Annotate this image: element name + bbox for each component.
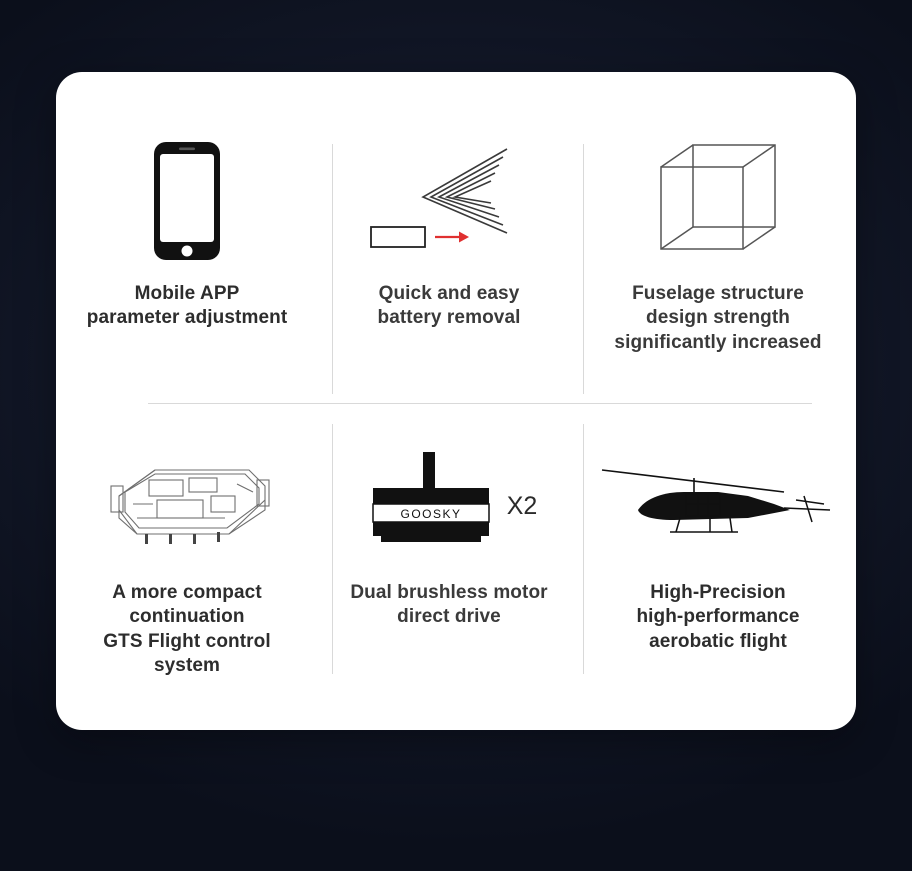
feature-card — [56, 72, 856, 730]
feature-caption — [103, 581, 271, 678]
feature-item-fuselage-structure — [580, 72, 856, 401]
motor-brand-label: GOOSKY — [400, 507, 462, 521]
feature-caption — [636, 581, 799, 654]
feature-item-battery-removal — [318, 72, 580, 401]
feature-caption — [614, 282, 821, 355]
motor-quantity-badge: X2 — [506, 491, 538, 520]
battery-slide-icon — [359, 136, 539, 266]
feature-grid — [56, 72, 856, 730]
caption-line: High-Precision — [650, 582, 786, 603]
feature-item-aerobatic-flight — [580, 401, 856, 730]
caption-line: aerobatic flight — [649, 630, 787, 652]
feature-caption — [377, 282, 520, 331]
caption-line: continuation — [129, 606, 245, 628]
smartphone-icon — [152, 136, 222, 266]
caption-line: battery removal — [377, 307, 521, 329]
feature-item-dual-brushless-motor — [318, 401, 580, 730]
caption-line: A more compact — [112, 582, 262, 603]
feature-caption — [87, 282, 288, 331]
caption-line: significantly increased — [614, 331, 822, 353]
caption-line: system — [153, 654, 221, 676]
wireframe-cube-icon — [653, 136, 783, 266]
rc-helicopter-icon — [598, 441, 838, 565]
caption-line: Quick and easy — [378, 283, 520, 304]
brushless-motor-icon — [361, 441, 538, 565]
caption-line: Mobile APP — [134, 283, 240, 304]
feature-item-gts-flight-control — [56, 401, 318, 730]
caption-line: design strength — [645, 307, 790, 329]
caption-line: Fuselage structure — [632, 283, 804, 304]
caption-line: GTS Flight control — [103, 630, 271, 652]
flight-controller-board-icon — [97, 441, 277, 565]
caption-line: high-performance — [636, 606, 800, 628]
caption-line: Dual brushless motor — [350, 582, 548, 603]
feature-item-mobile-app — [56, 72, 318, 401]
caption-line: direct drive — [397, 606, 501, 628]
feature-caption — [350, 581, 547, 630]
caption-line: parameter adjustment — [86, 307, 288, 329]
